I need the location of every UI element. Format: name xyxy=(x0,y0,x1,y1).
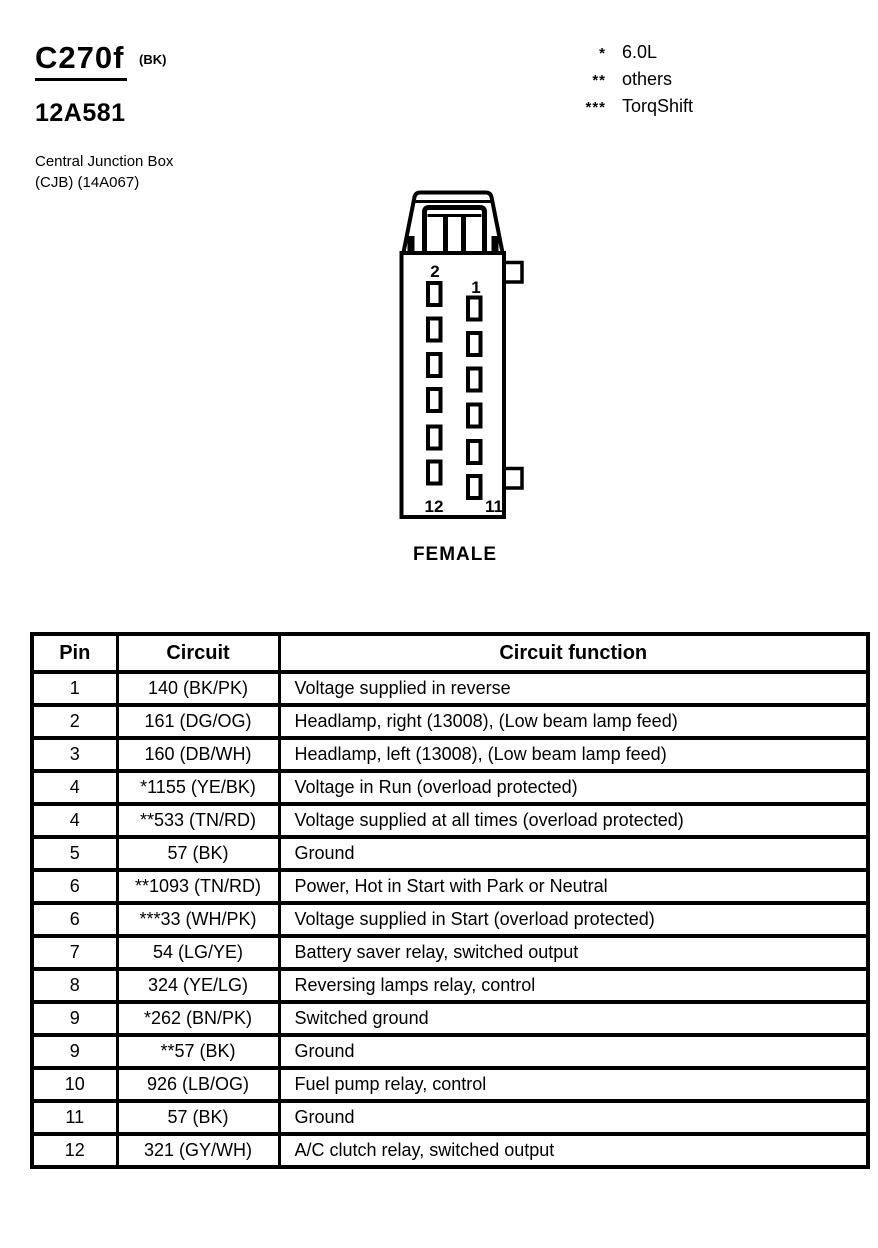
pin-label-12: 12 xyxy=(424,497,444,516)
table-row xyxy=(32,1002,868,1035)
connector-diagram xyxy=(388,185,528,525)
function-cell: Voltage supplied at all times (overload protected) xyxy=(279,804,868,837)
part-number: 12A581 xyxy=(35,99,126,127)
component-name-line2: (CJB) (14A067) xyxy=(35,174,140,191)
table-row xyxy=(32,804,868,837)
pin-cell: 7 xyxy=(32,936,117,969)
pin-cell: 4 xyxy=(32,771,117,804)
function-cell: Switched ground xyxy=(279,1002,868,1035)
circuit-cell: **1093 (TN/RD) xyxy=(117,870,279,903)
circuit-cell: 57 (BK) xyxy=(117,1101,279,1134)
circuit-cell: 54 (LG/YE) xyxy=(117,936,279,969)
component-name xyxy=(35,151,173,193)
circuit-cell: *1155 (YE/BK) xyxy=(117,771,279,804)
function-cell: Power, Hot in Start with Park or Neutral xyxy=(279,870,868,903)
function-cell: A/C clutch relay, switched output xyxy=(279,1134,868,1167)
pin-label-1: 1 xyxy=(471,278,481,297)
function-cell: Headlamp, right (13008), (Low beam lamp feed) xyxy=(279,705,868,738)
pinout-table xyxy=(30,632,870,1169)
pin-cell: 2 xyxy=(32,705,117,738)
table-row xyxy=(32,903,868,936)
function-cell: Battery saver relay, switched output xyxy=(279,936,868,969)
connector-color-code: (BK) xyxy=(139,52,167,67)
legend-symbol: *** xyxy=(585,99,606,116)
pin-cell: 9 xyxy=(32,1035,117,1068)
function-cell: Ground xyxy=(279,1101,868,1134)
connector-tab-upper xyxy=(504,263,522,283)
pin-label-2: 2 xyxy=(430,262,440,281)
function-cell: Voltage in Run (overload protected) xyxy=(279,771,868,804)
table-row xyxy=(32,672,868,705)
pin-cell: 10 xyxy=(32,1068,117,1101)
circuit-cell: **533 (TN/RD) xyxy=(117,804,279,837)
legend-label: 6.0L xyxy=(622,42,658,62)
legend-row-6-0l xyxy=(560,42,693,69)
legend-row-torqshift xyxy=(560,96,693,123)
circuit-cell: *262 (BN/PK) xyxy=(117,1002,279,1035)
circuit-cell: 140 (BK/PK) xyxy=(117,672,279,705)
legend-symbol: * xyxy=(599,45,606,62)
table-row xyxy=(32,837,868,870)
table-row xyxy=(32,771,868,804)
pin-cell: 6 xyxy=(32,870,117,903)
connector-tab-lower xyxy=(504,469,522,489)
pin-cell: 11 xyxy=(32,1101,117,1134)
circuit-cell: 926 (LB/OG) xyxy=(117,1068,279,1101)
function-cell: Ground xyxy=(279,1035,868,1068)
circuit-cell: **57 (BK) xyxy=(117,1035,279,1068)
table-row xyxy=(32,1035,868,1068)
table-header-row xyxy=(32,634,868,672)
pin-cell: 8 xyxy=(32,969,117,1002)
connector-body xyxy=(402,253,505,517)
table-row xyxy=(32,936,868,969)
pin-cell: 12 xyxy=(32,1134,117,1167)
function-cell: Ground xyxy=(279,837,868,870)
circuit-cell: 57 (BK) xyxy=(117,837,279,870)
pin-cell: 9 xyxy=(32,1002,117,1035)
table-row xyxy=(32,1068,868,1101)
asterisk-legend xyxy=(560,42,693,123)
column-header-circuit: Circuit xyxy=(117,634,279,672)
pin-cell: 3 xyxy=(32,738,117,771)
connector-id: C270f xyxy=(35,40,127,81)
table-row xyxy=(32,738,868,771)
table-row xyxy=(32,870,868,903)
circuit-cell: 160 (DB/WH) xyxy=(117,738,279,771)
function-cell: Headlamp, left (13008), (Low beam lamp feed) xyxy=(279,738,868,771)
connector-gender-label: FEMALE xyxy=(412,544,498,565)
pin-cell: 1 xyxy=(32,672,117,705)
legend-row-others xyxy=(560,69,693,96)
pin-label-11: 11 xyxy=(485,497,503,516)
function-cell: Voltage supplied in reverse xyxy=(279,672,868,705)
table-row xyxy=(32,1134,868,1167)
column-header-pin: Pin xyxy=(32,634,117,672)
legend-label: TorqShift xyxy=(622,96,694,116)
circuit-cell: ***33 (WH/PK) xyxy=(117,903,279,936)
column-header-function: Circuit function xyxy=(279,634,868,672)
table-row xyxy=(32,705,868,738)
pin-cell: 6 xyxy=(32,903,117,936)
table-row xyxy=(32,1101,868,1134)
pin-cell: 5 xyxy=(32,837,117,870)
circuit-cell: 321 (GY/WH) xyxy=(117,1134,279,1167)
pin-cell: 4 xyxy=(32,804,117,837)
circuit-cell: 161 (DG/OG) xyxy=(117,705,279,738)
function-cell: Voltage supplied in Start (overload protected) xyxy=(279,903,868,936)
table-row xyxy=(32,969,868,1002)
connector-latch xyxy=(403,193,503,256)
function-cell: Reversing lamps relay, control xyxy=(279,969,868,1002)
component-name-line1: Central Junction Box xyxy=(35,153,174,170)
legend-symbol: ** xyxy=(592,72,606,89)
legend-label: others xyxy=(622,69,673,89)
circuit-cell: 324 (YE/LG) xyxy=(117,969,279,1002)
function-cell: Fuel pump relay, control xyxy=(279,1068,868,1101)
